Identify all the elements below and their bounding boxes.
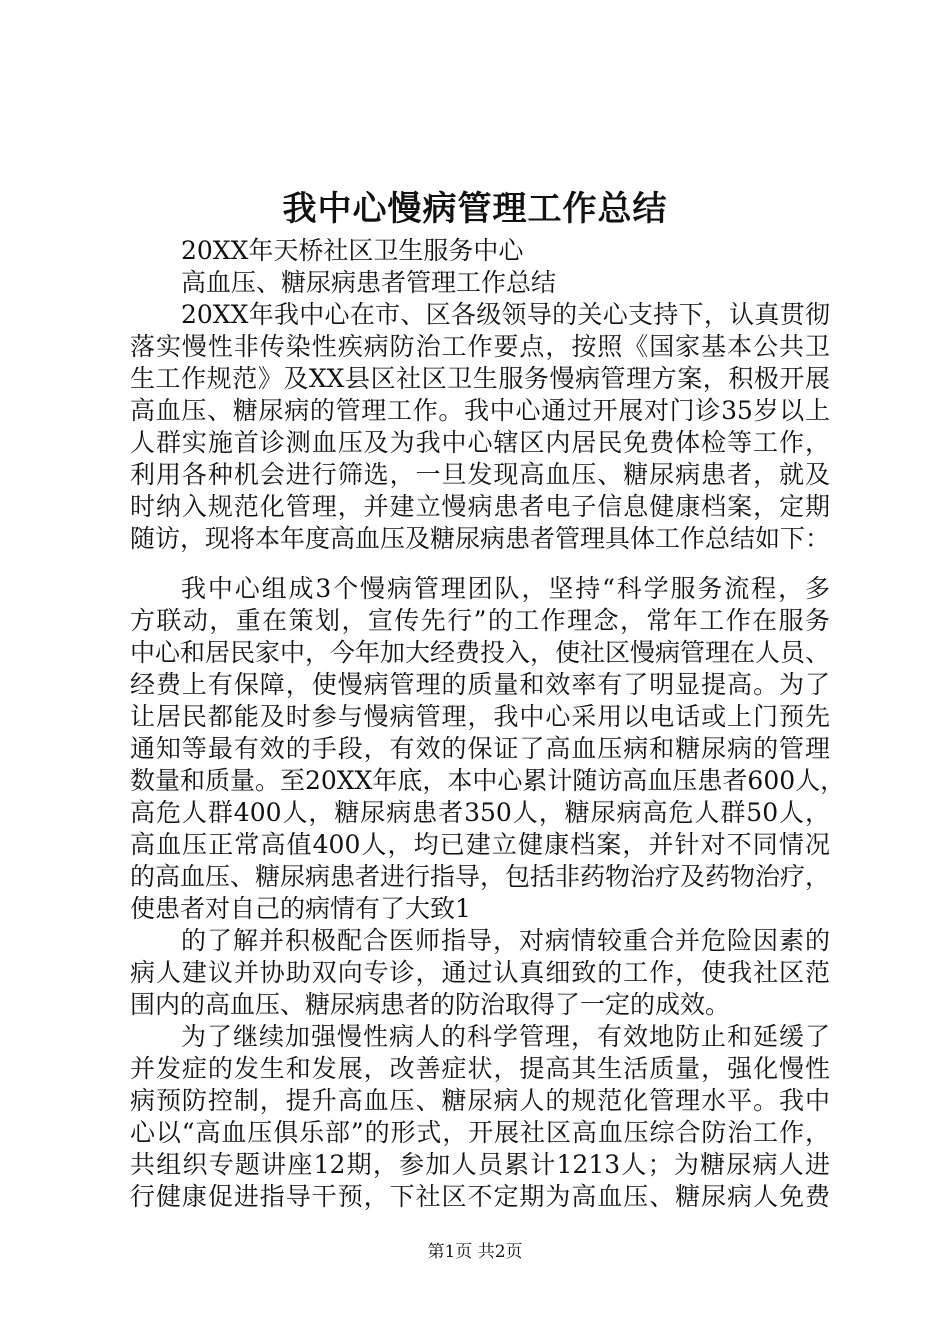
body-line: 的高血压、糖尿病患者进行指导，包括非药物治疗及药物治疗， [130, 862, 831, 891]
body-line: 使患者对自己的病情有了大致1 [130, 894, 471, 923]
header-line-2: 高血压、糖尿病患者管理工作总结 [181, 268, 557, 297]
body-line: 病预防控制，提升高血压、糖尿病人的规范化管理水平。我中 [130, 1086, 830, 1115]
body-line: 为了继续加强慢性病人的科学管理，有效地防止和延缓了 [181, 1022, 830, 1051]
body-line: 高危人群400人，糖尿病患者350人，糖尿病高危人群50人， [130, 798, 830, 827]
header-line-1: 20XX年天桥社区卫生服务中心 [181, 236, 524, 265]
body-line: 并发症的发生和发展，改善症状，提高其生活质量，强化慢性 [130, 1054, 830, 1083]
body-line: 随访，现将本年度高血压及糖尿病患者管理具体工作总结如下： [130, 524, 831, 553]
body-line: 中心和居民家中，今年加大经费投入，使社区慢病管理在人员、 [130, 638, 831, 667]
body-line: 病人建议并协助双向专诊，通过认真细致的工作，使我社区范 [130, 958, 830, 987]
body-line: 围内的高血压、糖尿病患者的防治取得了一定的成效。 [130, 990, 731, 1019]
body-line: 人群实施首诊测血压及为我中心辖区内居民免费体检等工作， [130, 428, 830, 457]
body-line: 共组织专题讲座12期，参加人员累计1213人；为糖尿病人进 [130, 1150, 830, 1179]
document-title: 我中心慢病管理工作总结 [282, 189, 668, 229]
body-line: 高血压、糖尿病的管理工作。我中心通过开展对门诊35岁以上 [130, 396, 830, 425]
body-line: 经费上有保障，使慢病管理的质量和效率有了明显提高。为了 [130, 670, 830, 699]
body-line: 高血压正常高值400人，均已建立健康档案，并针对不同情况 [130, 830, 830, 859]
body-line: 20XX年我中心在市、区各级领导的关心支持下，认真贯彻 [181, 300, 830, 329]
body-line: 心以“高血压俱乐部”的形式，开展社区高血压综合防治工作， [130, 1118, 830, 1147]
body-line: 让居民都能及时参与慢病管理，我中心采用以电话或上门预先 [130, 702, 830, 731]
body-line: 落实慢性非传染性疾病防治工作要点，按照《国家基本公共卫 [130, 332, 830, 361]
body-line: 通知等最有效的手段，有效的保证了高血压病和糖尿病的管理 [130, 734, 830, 763]
body-line: 利用各种机会进行筛选，一旦发现高血压、糖尿病患者，就及 [130, 460, 830, 489]
body-line: 数量和质量。至20XX年底，本中心累计随访高血压患者600人， [130, 766, 846, 795]
body-line: 方联动，重在策划，宣传先行”的工作理念，常年工作在服务 [130, 606, 830, 635]
body-line: 生工作规范》及XX县区社区卫生服务慢病管理方案，积极开展 [130, 364, 830, 393]
body-line: 行健康促进指导干预，下社区不定期为高血压、糖尿病人免费 [130, 1182, 830, 1211]
body-line: 时纳入规范化管理，并建立慢病患者电子信息健康档案，定期 [130, 492, 830, 521]
page-number: 第1页 共2页 [427, 1242, 523, 1262]
body-line: 我中心组成3个慢病管理团队，坚持“科学服务流程，多 [181, 574, 830, 603]
body-line: 的了解并积极配合医师指导，对病情较重合并危险因素的 [181, 926, 830, 955]
